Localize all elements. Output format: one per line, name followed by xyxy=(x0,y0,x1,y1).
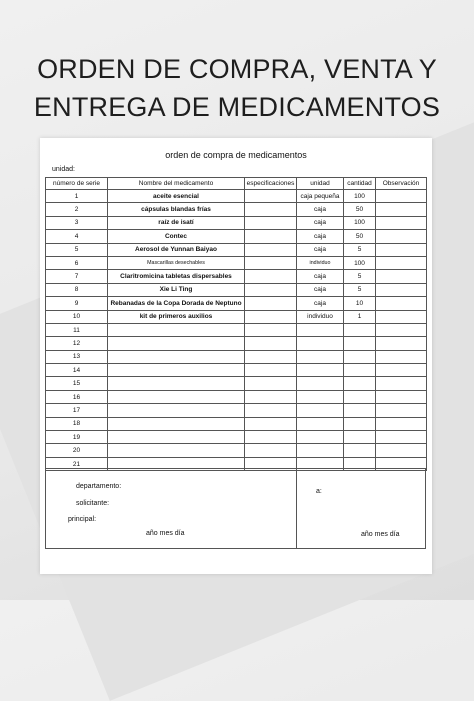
table-row xyxy=(46,404,427,417)
observation-cell xyxy=(376,323,427,336)
unit-cell: caja xyxy=(297,203,344,216)
medication-name-cell: Mascarillas desechables xyxy=(108,256,245,269)
serial-number-cell: 8 xyxy=(46,283,108,296)
medication-name-cell: kit de primeros auxilios xyxy=(108,310,245,323)
footer-divider xyxy=(296,469,297,548)
specifications-cell xyxy=(245,417,297,430)
unit-cell: caja pequeña xyxy=(297,190,344,203)
quantity-cell xyxy=(344,377,376,390)
observation-cell xyxy=(376,203,427,216)
medication-name-cell xyxy=(108,404,245,417)
specifications-cell xyxy=(245,230,297,243)
observation-cell xyxy=(376,297,427,310)
medication-name-cell: Aerosol de Yunnan Baiyao xyxy=(108,243,245,256)
specifications-cell xyxy=(245,404,297,417)
table-row xyxy=(46,203,427,216)
date-right: año mes día xyxy=(361,531,400,538)
quantity-cell: 5 xyxy=(344,243,376,256)
heading-line-2: ENTREGA DE MEDICAMENTOS xyxy=(33,92,441,122)
column-header: Nombre del medicamento xyxy=(108,178,245,190)
table-row xyxy=(46,377,427,390)
serial-number-cell: 7 xyxy=(46,270,108,283)
heading-line-1: ORDEN DE COMPRA, VENTA Y xyxy=(37,54,437,84)
unit-cell xyxy=(297,350,344,363)
column-header: Observación xyxy=(376,178,427,190)
unit-cell xyxy=(297,417,344,430)
unit-cell xyxy=(297,431,344,444)
specifications-cell xyxy=(245,256,297,269)
table-row xyxy=(46,283,427,296)
unit-cell: caja xyxy=(297,243,344,256)
serial-number-cell: 6 xyxy=(46,256,108,269)
quantity-cell: 100 xyxy=(344,216,376,229)
serial-number-cell: 11 xyxy=(46,323,108,336)
quantity-cell: 5 xyxy=(344,283,376,296)
quantity-cell xyxy=(344,444,376,457)
medication-name-cell xyxy=(108,431,245,444)
serial-number-cell: 13 xyxy=(46,350,108,363)
quantity-cell: 1 xyxy=(344,310,376,323)
table-row xyxy=(46,364,427,377)
medication-name-cell: Claritromicina tabletas dispersables xyxy=(108,270,245,283)
unit-cell: caja xyxy=(297,283,344,296)
principal-label: principal: xyxy=(68,516,97,523)
column-header: unidad xyxy=(297,178,344,190)
observation-cell xyxy=(376,417,427,430)
serial-number-cell: 9 xyxy=(46,297,108,310)
medication-name-cell xyxy=(108,364,245,377)
observation-cell xyxy=(376,190,427,203)
table-row xyxy=(46,243,427,256)
specifications-cell xyxy=(245,350,297,363)
medication-name-cell: Xie Li Ting xyxy=(108,283,245,296)
table-row xyxy=(46,190,427,203)
specifications-cell xyxy=(245,190,297,203)
specifications-cell xyxy=(245,364,297,377)
specifications-cell xyxy=(245,203,297,216)
table-row xyxy=(46,390,427,403)
unit-cell xyxy=(297,323,344,336)
unit-cell: caja xyxy=(297,216,344,229)
sheet-title: orden de compra de medicamentos xyxy=(165,150,307,160)
observation-cell xyxy=(376,364,427,377)
quantity-cell: 10 xyxy=(344,297,376,310)
table-row xyxy=(46,297,427,310)
quantity-cell xyxy=(344,417,376,430)
table-header-row xyxy=(46,178,427,190)
serial-number-cell: 4 xyxy=(46,230,108,243)
quantity-cell: 50 xyxy=(344,203,376,216)
serial-number-cell: 18 xyxy=(46,417,108,430)
column-header: especificaciones xyxy=(245,178,297,190)
observation-cell xyxy=(376,444,427,457)
table-row xyxy=(46,310,427,323)
serial-number-cell: 21 xyxy=(46,457,108,470)
quantity-cell xyxy=(344,404,376,417)
quantity-cell xyxy=(344,431,376,444)
medication-table xyxy=(45,177,427,471)
serial-number-cell: 3 xyxy=(46,216,108,229)
serial-number-cell: 15 xyxy=(46,377,108,390)
signature-footer xyxy=(45,468,426,549)
serial-number-cell: 20 xyxy=(46,444,108,457)
serial-number-cell: 2 xyxy=(46,203,108,216)
specifications-cell xyxy=(245,216,297,229)
table-row xyxy=(46,337,427,350)
medication-name-cell xyxy=(108,390,245,403)
specifications-cell xyxy=(245,297,297,310)
observation-cell xyxy=(376,283,427,296)
table-row xyxy=(46,323,427,336)
column-header: cantidad xyxy=(344,178,376,190)
medication-name-cell xyxy=(108,337,245,350)
serial-number-cell: 5 xyxy=(46,243,108,256)
quantity-cell xyxy=(344,337,376,350)
medication-name-cell xyxy=(108,323,245,336)
date-left: año mes día xyxy=(146,530,185,537)
observation-cell xyxy=(376,230,427,243)
observation-cell xyxy=(376,431,427,444)
unit-cell: caja xyxy=(297,230,344,243)
table-row xyxy=(46,417,427,430)
observation-cell xyxy=(376,337,427,350)
unit-cell xyxy=(297,390,344,403)
unit-cell: caja xyxy=(297,270,344,283)
serial-number-cell: 10 xyxy=(46,310,108,323)
serial-number-cell: 19 xyxy=(46,431,108,444)
unit-cell xyxy=(297,337,344,350)
observation-cell xyxy=(376,350,427,363)
applicant-label: solicitante: xyxy=(76,500,110,507)
medication-name-cell xyxy=(108,377,245,390)
serial-number-cell: 12 xyxy=(46,337,108,350)
table-row xyxy=(46,230,427,243)
unit-cell: individuo xyxy=(297,310,344,323)
unit-cell: individuo xyxy=(297,256,344,269)
table-row xyxy=(46,431,427,444)
specifications-cell xyxy=(245,431,297,444)
medication-name-cell: Contec xyxy=(108,230,245,243)
medication-name-cell: cápsulas blandas frías xyxy=(108,203,245,216)
medication-name-cell: Rebanadas de la Copa Dorada de Neptuno xyxy=(108,297,245,310)
specifications-cell xyxy=(245,337,297,350)
medication-name-cell xyxy=(108,444,245,457)
medication-name-cell: aceite esencial xyxy=(108,190,245,203)
unit-cell: caja xyxy=(297,297,344,310)
observation-cell xyxy=(376,390,427,403)
quantity-cell xyxy=(344,323,376,336)
unit-cell xyxy=(297,444,344,457)
observation-cell xyxy=(376,310,427,323)
quantity-cell: 5 xyxy=(344,270,376,283)
table-row xyxy=(46,350,427,363)
quantity-cell xyxy=(344,390,376,403)
observation-cell xyxy=(376,404,427,417)
specifications-cell xyxy=(245,243,297,256)
table-row xyxy=(46,216,427,229)
quantity-cell: 100 xyxy=(344,190,376,203)
table-body xyxy=(46,190,427,471)
quantity-cell: 100 xyxy=(344,256,376,269)
specifications-cell xyxy=(245,310,297,323)
unit-cell xyxy=(297,377,344,390)
table-row xyxy=(46,270,427,283)
serial-number-cell: 16 xyxy=(46,390,108,403)
table-row xyxy=(46,444,427,457)
quantity-cell xyxy=(344,350,376,363)
observation-cell xyxy=(376,216,427,229)
column-header: número de serie xyxy=(46,178,108,190)
department-label: departamento: xyxy=(76,483,122,490)
to-label: a: xyxy=(316,488,322,495)
specifications-cell xyxy=(245,323,297,336)
observation-cell xyxy=(376,270,427,283)
table-row xyxy=(46,256,427,269)
unit-label: unidad: xyxy=(52,166,75,173)
medication-name-cell xyxy=(108,350,245,363)
unit-cell xyxy=(297,364,344,377)
serial-number-cell: 1 xyxy=(46,190,108,203)
medication-name-cell xyxy=(108,417,245,430)
serial-number-cell: 17 xyxy=(46,404,108,417)
observation-cell xyxy=(376,377,427,390)
observation-cell xyxy=(376,256,427,269)
specifications-cell xyxy=(245,390,297,403)
medication-name-cell: raíz de isatí xyxy=(108,216,245,229)
specifications-cell xyxy=(245,444,297,457)
specifications-cell xyxy=(245,270,297,283)
quantity-cell: 50 xyxy=(344,230,376,243)
specifications-cell xyxy=(245,283,297,296)
unit-cell xyxy=(297,404,344,417)
serial-number-cell: 14 xyxy=(46,364,108,377)
observation-cell xyxy=(376,243,427,256)
quantity-cell xyxy=(344,364,376,377)
specifications-cell xyxy=(245,377,297,390)
document-sheet xyxy=(40,138,432,574)
page-heading xyxy=(0,50,474,126)
